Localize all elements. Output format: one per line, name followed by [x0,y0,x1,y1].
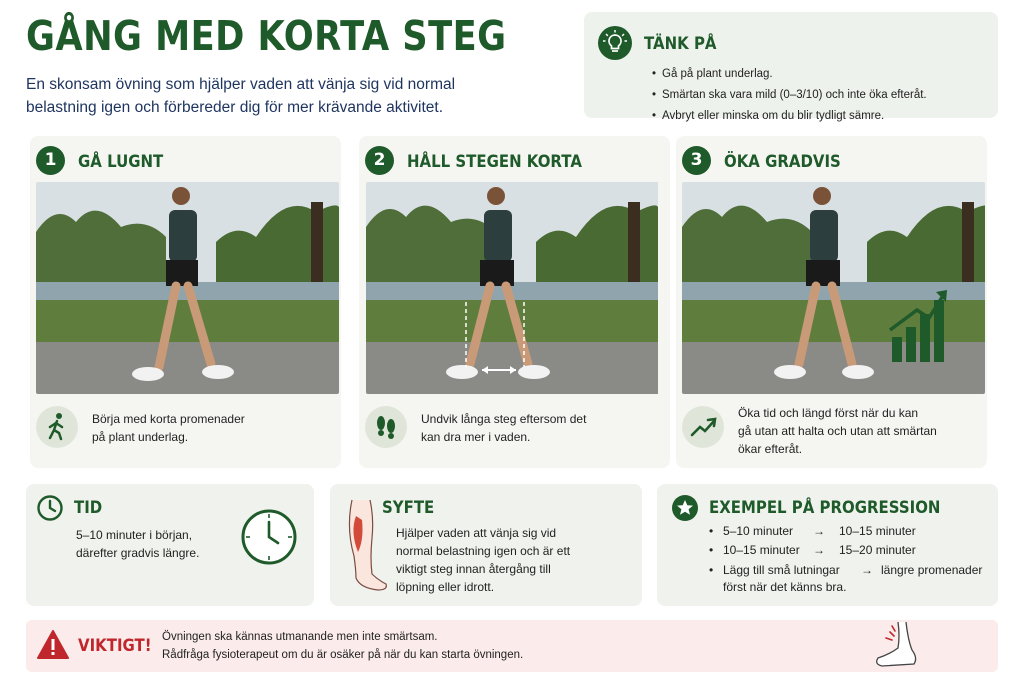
subtitle-line: belastning igen och förbereder dig för mer krävande aktivitet. [26,99,444,116]
desc-line: Öka tid och längd först när du kan [738,406,919,420]
arrow-right-icon: → [813,524,825,538]
think-title: TÄNK PÅ [644,34,717,54]
progression-list: • 5–10 minuter → 10–15 minuter • 10–15 minuter → 15–20 minuter • Lägg till små lutningar → längre promenader först när det känns bra. [709,524,983,594]
desc-line: ökar efteråt. [738,442,803,456]
purpose-line: löpning eller idrott. [396,580,495,594]
purpose-line: Hjälper vaden att vänja sig vid [396,526,557,540]
purpose-text [396,524,570,596]
step-number: 2 [365,146,394,175]
step-photo [366,182,669,394]
step-description [738,404,974,458]
walking-person-icon [36,406,78,448]
purpose-card [330,484,642,606]
progression-note: först när det känns bra. [723,580,847,594]
arrow-right-icon: → [813,543,825,557]
clock-icon [36,494,64,527]
step-card-3 [676,136,987,468]
time-line: därefter gradvis längre. [76,546,200,560]
sore-foot-icon [868,620,928,675]
list-item: • Gå på plant underlag. [652,64,927,85]
time-text [76,526,199,562]
step-photo [682,182,985,394]
step-photo [36,182,339,394]
arrow-right-icon: → [861,563,873,577]
purpose-line: viktigt steg innan återgång till [396,562,551,576]
warning-line: Rådfråga fysioterapeut om du är osäker på när du kan starta övningen. [162,649,524,661]
step-card-2 [359,136,670,468]
desc-line: Undvik långa steg eftersom det [421,412,587,426]
time-title: TID [74,498,103,518]
desc-line: Börja med korta promenader [92,412,245,426]
wall-clock-icon [240,508,298,571]
purpose-title: SYFTE [382,498,435,518]
star-icon [671,494,699,527]
subtitle-line: En skonsam övning som hjälper vaden att vänja sig vid normal [26,76,456,93]
list-item: • Smärtan ska vara mild (0–3/10) och inte öka efteråt. [652,85,927,106]
think-panel [584,12,998,122]
progression-to: 15–20 minuter [839,543,916,557]
page-subtitle [26,73,496,119]
warning-line: Övningen ska kännas utmanande men inte smärtsam. [162,631,438,643]
step-description [421,410,657,446]
think-list [652,64,927,127]
progression-from: 5–10 minuter [723,524,794,538]
trend-up-icon [682,406,724,448]
step-description [92,410,328,446]
list-item: • Avbryt eller minska om du blir tydligt sämre. [652,106,927,127]
progression-card [657,484,998,606]
desc-line: kan dra mer i vaden. [421,430,531,444]
progression-from: Lägg till små lutningar [723,563,840,577]
step-title: GÅ LUGNT [78,152,164,172]
progression-to: längre promenader [881,563,983,577]
progression-to: 10–15 minuter [839,524,916,538]
desc-line: på plant underlag. [92,430,189,444]
warning-triangle-icon [36,629,70,666]
lightbulb-icon [598,26,632,60]
progression-from: 10–15 minuter [723,543,800,557]
warning-title: VIKTIGT! [78,636,152,656]
step-number: 1 [36,146,65,175]
step-title: ÖKA GRADVIS [724,152,841,172]
purpose-line: normal belastning igen och är ett [396,544,571,558]
page-title: GÅNG MED KORTA STEG [26,12,507,60]
time-card [26,484,314,606]
step-number: 3 [682,146,711,175]
footprints-icon [365,406,407,448]
step-card-1 [30,136,341,468]
warning-banner [26,620,998,672]
progression-title: EXEMPEL PÅ PROGRESSION [709,498,941,518]
step-title: HÅLL STEGEN KORTA [407,152,582,172]
time-line: 5–10 minuter i början, [76,528,193,542]
desc-line: gå utan att halta och utan att smärtan [738,424,937,438]
